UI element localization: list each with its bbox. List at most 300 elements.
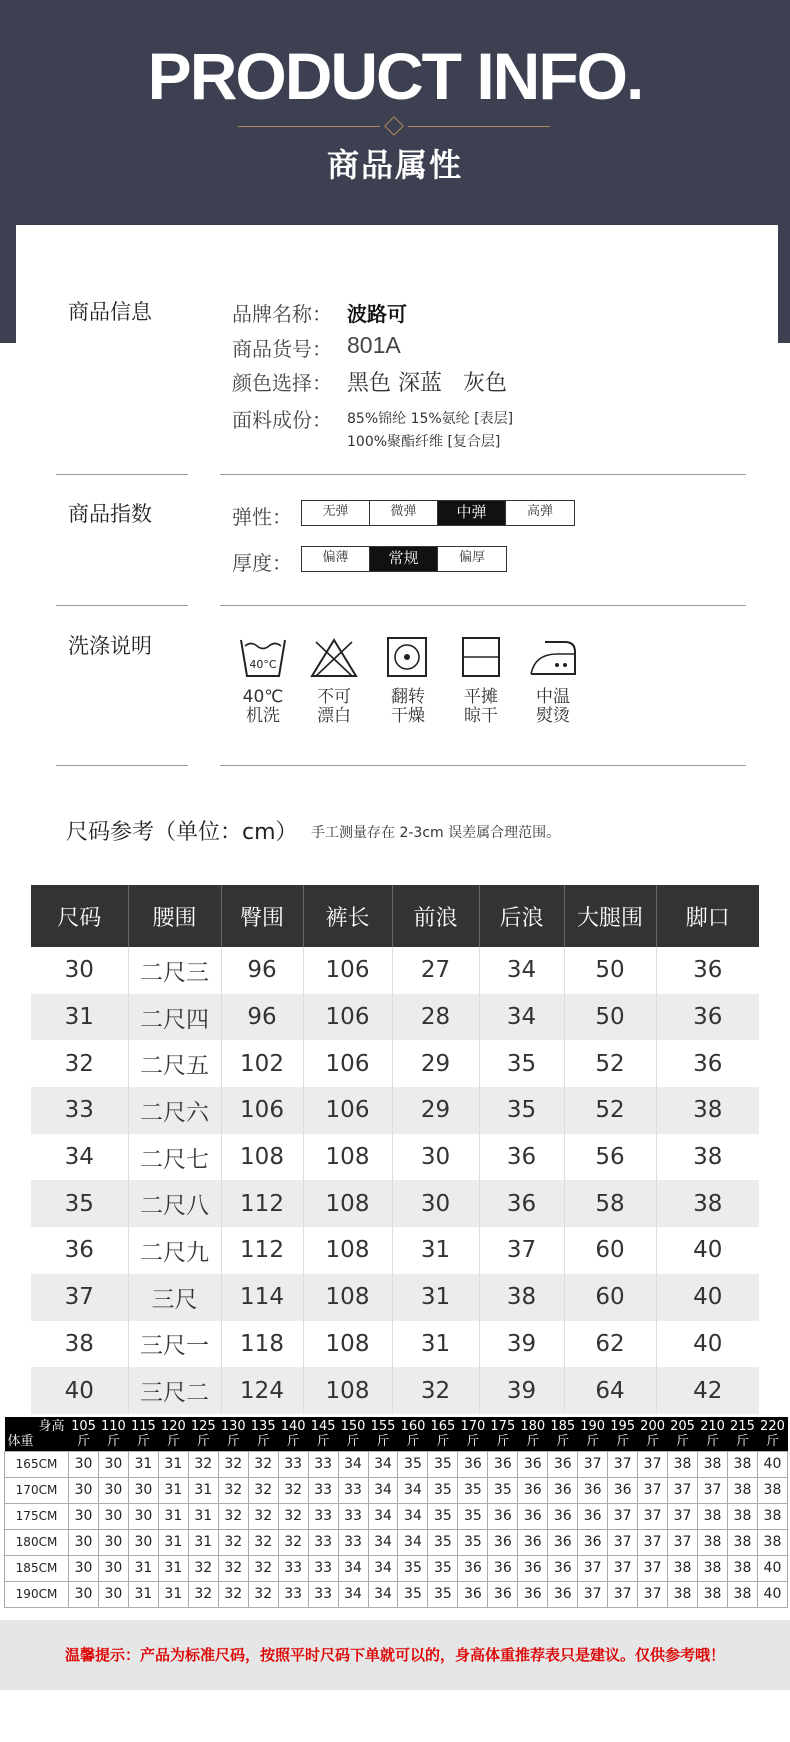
weight-unit: 斤 xyxy=(705,1433,719,1449)
table-cell: 124 xyxy=(221,1367,303,1414)
divider xyxy=(56,605,188,606)
thickness-label: 厚度： xyxy=(232,551,292,575)
table-cell: 38 xyxy=(727,1503,757,1529)
table-cell: 27 xyxy=(392,947,479,994)
table-cell: 30 xyxy=(69,1477,99,1503)
table-cell: 三尺一 xyxy=(128,1321,221,1368)
table-cell: 108 xyxy=(303,1274,392,1321)
table-cell: 106 xyxy=(303,947,392,994)
table-cell: 二尺三 xyxy=(128,947,221,994)
weight-col-header xyxy=(518,1417,548,1451)
table-cell: 38 xyxy=(668,1451,698,1477)
weight-unit: 斤 xyxy=(376,1433,390,1449)
table-cell: 37 xyxy=(638,1555,668,1581)
weight-unit: 斤 xyxy=(286,1433,300,1449)
weight-col-header xyxy=(338,1417,368,1451)
weight-col-header xyxy=(69,1417,99,1451)
height-row-header: 175CM xyxy=(5,1503,69,1529)
weight-unit: 斤 xyxy=(166,1433,180,1449)
table-cell: 31 xyxy=(188,1477,218,1503)
page-headline: PRODUCT INFO. xyxy=(147,39,643,113)
table-cell: 34 xyxy=(479,994,564,1041)
table-cell: 52 xyxy=(564,1087,656,1134)
table-cell: 36 xyxy=(656,994,759,1041)
table-cell: 34 xyxy=(398,1477,428,1503)
table-cell: 37 xyxy=(578,1451,608,1477)
table-cell: 30 xyxy=(69,1581,99,1607)
weight-unit: 斤 xyxy=(196,1433,210,1449)
table-cell: 36 xyxy=(548,1529,578,1555)
table-cell: 34 xyxy=(31,1134,128,1181)
table-cell: 31 xyxy=(158,1503,188,1529)
table-cell: 36 xyxy=(548,1477,578,1503)
table-cell: 35 xyxy=(398,1555,428,1581)
table-cell: 36 xyxy=(548,1555,578,1581)
table-cell: 32 xyxy=(218,1581,248,1607)
table-cell: 31 xyxy=(158,1451,188,1477)
table-cell: 38 xyxy=(31,1321,128,1368)
weight-table-header xyxy=(5,1417,788,1451)
tumble-dry-icon xyxy=(384,636,432,678)
weight-unit: 斤 xyxy=(586,1433,600,1449)
table-cell: 106 xyxy=(303,1040,392,1087)
weight-unit: 斤 xyxy=(676,1433,690,1449)
table-cell: 36 xyxy=(548,1451,578,1477)
weight-value: 135 xyxy=(250,1418,276,1434)
table-row xyxy=(5,1555,788,1581)
weight-value: 175 xyxy=(490,1418,516,1434)
care-text: 晾干 xyxy=(464,706,498,726)
weight-unit: 斤 xyxy=(226,1433,240,1449)
table-cell: 36 xyxy=(488,1581,518,1607)
table-cell: 96 xyxy=(221,994,303,1041)
table-cell: 33 xyxy=(338,1477,368,1503)
table-cell: 30 xyxy=(128,1529,158,1555)
weight-col-header xyxy=(638,1417,668,1451)
weight-value: 205 xyxy=(670,1418,695,1434)
fabric-label: 面料成份： xyxy=(232,408,332,432)
weight-unit: 斤 xyxy=(646,1433,660,1449)
size-col-header: 大腿围 xyxy=(564,885,656,947)
table-cell: 33 xyxy=(31,1087,128,1134)
table-cell: 108 xyxy=(303,1134,392,1181)
table-cell: 96 xyxy=(221,947,303,994)
weight-col-header xyxy=(158,1417,188,1451)
table-cell: 102 xyxy=(221,1040,303,1087)
table-cell: 58 xyxy=(564,1180,656,1227)
table-cell: 30 xyxy=(69,1451,99,1477)
table-row xyxy=(5,1503,788,1529)
table-cell: 40 xyxy=(693,1237,723,1264)
section-title-index: 商品指数 xyxy=(68,502,152,526)
table-cell: 三尺 xyxy=(128,1274,221,1321)
table-cell: 38 xyxy=(757,1529,787,1555)
table-cell: 37 xyxy=(608,1581,638,1607)
table-cell: 114 xyxy=(221,1274,303,1321)
table-cell: 35 xyxy=(428,1503,458,1529)
table-cell: 32 xyxy=(248,1477,278,1503)
table-cell: 36 xyxy=(518,1451,548,1477)
table-cell: 34 xyxy=(338,1581,368,1607)
weight-recommendation-table xyxy=(4,1417,788,1608)
table-cell: 32 xyxy=(248,1555,278,1581)
weight-col-header xyxy=(188,1417,218,1451)
table-cell: 36 xyxy=(693,957,723,984)
table-row xyxy=(31,1040,759,1087)
table-cell: 32 xyxy=(392,1367,479,1414)
care-item-iron xyxy=(523,636,583,726)
table-cell: 34 xyxy=(338,1555,368,1581)
table-cell: 29 xyxy=(392,1087,479,1134)
table-cell: 38 xyxy=(479,1274,564,1321)
divider xyxy=(56,474,188,475)
sku-value: 801A xyxy=(347,332,401,358)
table-cell: 108 xyxy=(303,1227,392,1274)
table-row xyxy=(31,1367,759,1414)
table-cell: 60 xyxy=(564,1227,656,1274)
height-row-header: 190CM xyxy=(5,1581,69,1607)
table-cell: 31 xyxy=(158,1555,188,1581)
table-cell: 35 xyxy=(428,1529,458,1555)
elastic-option: 微弹 xyxy=(370,501,438,525)
table-row xyxy=(5,1451,788,1477)
weight-col-header xyxy=(698,1417,728,1451)
weight-value: 150 xyxy=(340,1418,366,1434)
care-text: 不可 xyxy=(317,687,351,707)
table-row xyxy=(31,1321,759,1368)
table-cell: 37 xyxy=(608,1451,638,1477)
thickness-option: 偏厚 xyxy=(458,550,485,565)
table-cell: 34 xyxy=(368,1477,398,1503)
table-cell: 30 xyxy=(98,1503,128,1529)
table-cell: 32 xyxy=(31,1040,128,1087)
table-cell: 36 xyxy=(488,1503,518,1529)
table-cell: 38 xyxy=(757,1503,787,1529)
table-row xyxy=(31,1087,759,1134)
table-cell: 33 xyxy=(308,1555,338,1581)
table-row xyxy=(31,1180,759,1227)
table-cell: 二尺七 xyxy=(128,1134,221,1181)
elastic-option: 高弹 xyxy=(526,504,553,519)
weight-value: 125 xyxy=(190,1418,216,1434)
table-cell: 35 xyxy=(398,1451,428,1477)
table-cell: 38 xyxy=(757,1477,787,1503)
table-cell: 32 xyxy=(218,1503,248,1529)
table-cell: 32 xyxy=(248,1529,278,1555)
weight-col-header xyxy=(428,1417,458,1451)
weight-value: 105 xyxy=(71,1418,96,1434)
table-cell: 38 xyxy=(698,1451,728,1477)
weight-value: 165 xyxy=(430,1418,456,1434)
brand-label: 品牌名称： xyxy=(232,302,332,326)
table-cell: 31 xyxy=(128,1451,158,1477)
size-col-header: 前浪 xyxy=(392,885,479,947)
care-text: 翻转 xyxy=(391,687,425,707)
care-text: 熨烫 xyxy=(536,706,570,726)
machine-wash-40-icon xyxy=(239,636,287,678)
table-cell: 30 xyxy=(31,947,128,994)
table-cell: 38 xyxy=(698,1529,728,1555)
table-cell: 34 xyxy=(368,1451,398,1477)
weight-value: 140 xyxy=(280,1418,306,1434)
weight-col-header xyxy=(727,1417,757,1451)
table-cell: 56 xyxy=(564,1134,656,1181)
table-cell: 108 xyxy=(303,1321,392,1368)
table-cell: 36 xyxy=(488,1529,518,1555)
table-cell: 39 xyxy=(479,1367,564,1414)
weight-value: 190 xyxy=(580,1418,606,1434)
care-text: 漂白 xyxy=(317,706,351,726)
weight-value: 155 xyxy=(370,1418,396,1434)
table-cell: 36 xyxy=(458,1451,488,1477)
divider xyxy=(220,474,746,475)
weight-unit: 斤 xyxy=(406,1433,420,1449)
table-cell: 30 xyxy=(69,1529,99,1555)
table-cell: 50 xyxy=(564,947,656,994)
table-cell: 二尺九 xyxy=(128,1227,221,1274)
height-row-header: 165CM xyxy=(5,1451,69,1477)
section-title-info: 商品信息 xyxy=(68,300,152,324)
table-row xyxy=(5,1477,788,1503)
table-cell: 36 xyxy=(458,1581,488,1607)
section-title-care: 洗涤说明 xyxy=(68,634,152,658)
table-cell: 35 xyxy=(458,1503,488,1529)
weight-unit: 斤 xyxy=(735,1433,749,1449)
divider xyxy=(56,765,188,766)
table-cell: 34 xyxy=(368,1503,398,1529)
table-cell: 30 xyxy=(69,1555,99,1581)
size-col-header: 尺码 xyxy=(31,885,128,947)
table-cell: 106 xyxy=(303,1087,392,1134)
care-text: 干燥 xyxy=(391,706,425,726)
fabric-line-2: 100%聚酯纤维 [复合层] xyxy=(347,434,501,450)
table-cell: 37 xyxy=(668,1529,698,1555)
table-cell: 64 xyxy=(564,1367,656,1414)
table-cell: 36 xyxy=(479,1180,564,1227)
weight-unit: 斤 xyxy=(316,1433,330,1449)
table-cell: 40 xyxy=(757,1555,787,1581)
table-cell: 35 xyxy=(428,1451,458,1477)
table-cell: 36 xyxy=(488,1451,518,1477)
table-cell: 38 xyxy=(693,1144,723,1171)
weight-col-header xyxy=(668,1417,698,1451)
table-cell: 34 xyxy=(368,1555,398,1581)
divider xyxy=(220,765,746,766)
table-cell: 37 xyxy=(608,1503,638,1529)
table-cell: 35 xyxy=(398,1581,428,1607)
table-cell: 38 xyxy=(698,1555,728,1581)
table-cell: 38 xyxy=(698,1581,728,1607)
table-cell: 30 xyxy=(98,1581,128,1607)
no-bleach-icon xyxy=(310,636,358,678)
size-col-header: 脚口 xyxy=(656,885,759,947)
table-cell: 34 xyxy=(368,1581,398,1607)
weight-unit: 斤 xyxy=(346,1433,360,1449)
weight-col-header xyxy=(218,1417,248,1451)
table-cell: 33 xyxy=(308,1529,338,1555)
thickness-option-selected: 常规 xyxy=(370,547,438,571)
size-reference-title: 尺码参考（单位：cm） xyxy=(66,820,298,845)
weight-unit: 斤 xyxy=(556,1433,570,1449)
elastic-option-selected: 中弹 xyxy=(438,501,506,525)
weight-unit: 斤 xyxy=(136,1433,150,1449)
weight-unit: 斤 xyxy=(76,1433,90,1449)
table-row xyxy=(31,1274,759,1321)
table-cell: 32 xyxy=(278,1503,308,1529)
table-cell: 112 xyxy=(221,1180,303,1227)
table-cell: 32 xyxy=(218,1555,248,1581)
weight-unit: 斤 xyxy=(526,1433,540,1449)
table-cell: 108 xyxy=(303,1180,392,1227)
weight-value: 220 xyxy=(760,1418,785,1434)
table-cell: 38 xyxy=(727,1529,757,1555)
table-cell: 31 xyxy=(128,1581,158,1607)
table-cell: 40 xyxy=(656,1274,759,1321)
table-cell: 30 xyxy=(128,1477,158,1503)
table-cell: 30 xyxy=(98,1529,128,1555)
weight-value: 215 xyxy=(730,1418,755,1434)
height-row-header: 180CM xyxy=(5,1529,69,1555)
weight-unit: 斤 xyxy=(106,1433,120,1449)
weight-col-header xyxy=(458,1417,488,1451)
table-cell: 34 xyxy=(338,1451,368,1477)
weight-value: 195 xyxy=(610,1418,636,1434)
table-cell: 31 xyxy=(392,1227,479,1274)
weight-col-header xyxy=(757,1417,787,1451)
weight-value: 145 xyxy=(310,1418,336,1434)
table-row xyxy=(31,1227,759,1274)
table-cell: 38 xyxy=(727,1477,757,1503)
table-row xyxy=(31,947,759,994)
table-cell: 33 xyxy=(308,1503,338,1529)
table-cell: 40 xyxy=(757,1451,787,1477)
table-cell: 38 xyxy=(727,1581,757,1607)
table-cell: 35 xyxy=(458,1477,488,1503)
table-cell: 37 xyxy=(638,1503,668,1529)
weight-value: 210 xyxy=(700,1418,725,1434)
wash-temp-text: 40°C xyxy=(249,658,277,671)
size-col-header: 腰围 xyxy=(128,885,221,947)
weight-table-corner xyxy=(5,1417,69,1451)
table-cell: 36 xyxy=(479,1134,564,1181)
headline-divider-left xyxy=(238,126,380,127)
table-cell: 35 xyxy=(428,1581,458,1607)
table-cell: 33 xyxy=(338,1503,368,1529)
table-cell: 62 xyxy=(564,1321,656,1368)
table-cell: 36 xyxy=(458,1555,488,1581)
table-cell: 31 xyxy=(188,1529,218,1555)
table-cell: 36 xyxy=(518,1503,548,1529)
weight-value: 160 xyxy=(400,1418,426,1434)
table-cell: 30 xyxy=(98,1477,128,1503)
color-label: 颜色选择： xyxy=(232,371,332,395)
table-cell: 36 xyxy=(488,1555,518,1581)
height-row-header: 170CM xyxy=(5,1477,69,1503)
table-cell: 35 xyxy=(31,1180,128,1227)
table-cell: 33 xyxy=(308,1581,338,1607)
table-cell: 52 xyxy=(564,1040,656,1087)
weight-col-header xyxy=(98,1417,128,1451)
table-cell: 31 xyxy=(31,994,128,1041)
size-col-header: 后浪 xyxy=(479,885,564,947)
table-row xyxy=(31,994,759,1041)
dry-flat-icon xyxy=(457,636,505,678)
table-cell: 38 xyxy=(727,1555,757,1581)
table-cell: 37 xyxy=(668,1503,698,1529)
elastic-label: 弹性： xyxy=(232,505,292,529)
table-cell: 33 xyxy=(308,1477,338,1503)
table-cell: 33 xyxy=(278,1555,308,1581)
table-cell: 37 xyxy=(608,1555,638,1581)
table-cell: 34 xyxy=(398,1529,428,1555)
weight-col-header xyxy=(128,1417,158,1451)
table-cell: 37 xyxy=(638,1451,668,1477)
table-cell: 35 xyxy=(479,1040,564,1087)
weight-col-header xyxy=(308,1417,338,1451)
corner-height-label: 身高 xyxy=(38,1419,65,1434)
size-col-header: 裤长 xyxy=(303,885,392,947)
care-text: 中温 xyxy=(536,687,570,707)
table-cell: 35 xyxy=(488,1477,518,1503)
size-col-header: 臀围 xyxy=(221,885,303,947)
table-cell: 36 xyxy=(31,1227,128,1274)
weight-unit: 斤 xyxy=(436,1433,450,1449)
table-cell: 三尺二 xyxy=(128,1367,221,1414)
weight-value: 110 xyxy=(101,1418,126,1434)
table-row xyxy=(5,1529,788,1555)
table-cell: 32 xyxy=(278,1477,308,1503)
care-text: 平摊 xyxy=(464,687,498,707)
thickness-option: 偏薄 xyxy=(302,547,370,571)
table-cell: 二尺六 xyxy=(128,1087,221,1134)
table-cell: 32 xyxy=(248,1503,278,1529)
table-cell: 33 xyxy=(308,1451,338,1477)
table-cell: 37 xyxy=(698,1477,728,1503)
table-cell: 28 xyxy=(392,994,479,1041)
table-cell: 106 xyxy=(221,1087,303,1134)
table-cell: 37 xyxy=(479,1227,564,1274)
table-cell: 29 xyxy=(392,1040,479,1087)
table-cell: 37 xyxy=(578,1581,608,1607)
table-cell: 36 xyxy=(518,1529,548,1555)
table-cell: 30 xyxy=(392,1180,479,1227)
weight-col-header xyxy=(488,1417,518,1451)
corner-weight-label: 体重 xyxy=(7,1433,34,1449)
table-cell: 32 xyxy=(188,1555,218,1581)
weight-unit: 斤 xyxy=(466,1433,480,1449)
table-cell: 31 xyxy=(128,1555,158,1581)
weight-unit: 斤 xyxy=(765,1433,779,1449)
care-item-wash xyxy=(233,636,293,726)
page-subheading: 商品属性 xyxy=(326,146,463,184)
care-item-flat xyxy=(451,636,511,726)
table-cell: 37 xyxy=(578,1555,608,1581)
table-cell: 36 xyxy=(548,1503,578,1529)
weight-col-header xyxy=(368,1417,398,1451)
weight-col-header xyxy=(248,1417,278,1451)
sku-label: 商品货号： xyxy=(232,337,332,361)
table-cell: 40 xyxy=(31,1367,128,1414)
brand-value: 波路可 xyxy=(347,302,407,326)
weight-col-header xyxy=(608,1417,638,1451)
table-cell: 30 xyxy=(69,1503,99,1529)
table-cell: 32 xyxy=(218,1529,248,1555)
table-cell: 37 xyxy=(638,1477,668,1503)
table-cell: 38 xyxy=(656,1087,759,1134)
table-cell: 32 xyxy=(248,1581,278,1607)
table-cell: 60 xyxy=(564,1274,656,1321)
table-cell: 33 xyxy=(278,1451,308,1477)
